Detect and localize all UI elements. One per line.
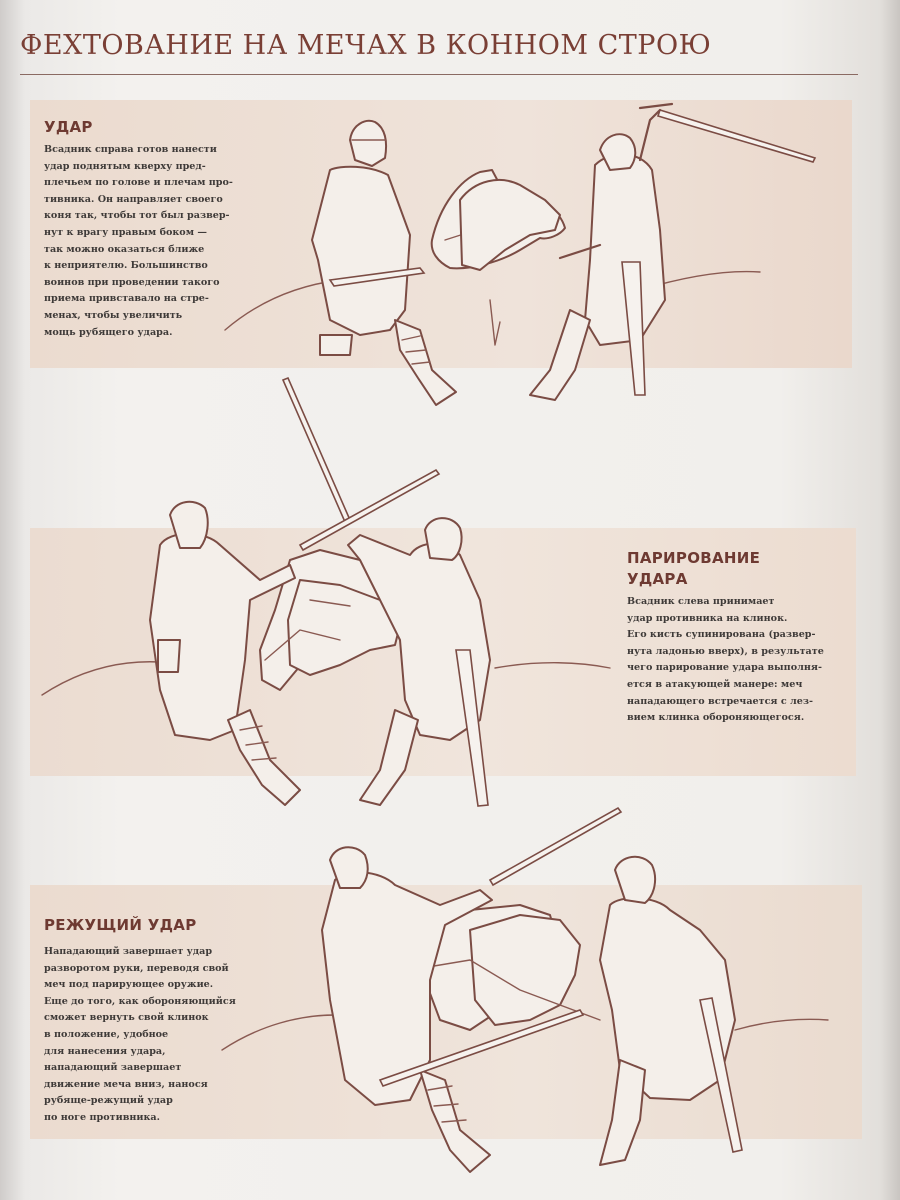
- rider-right-helmet-2: [425, 518, 462, 560]
- heading-line: УДАРА: [627, 570, 688, 588]
- text-line: нападающего встречается с лез-: [627, 695, 814, 707]
- text-line: для нанесения удара,: [44, 1045, 166, 1057]
- rider-right-leg-3: [600, 1060, 645, 1165]
- text-line: сможет вернуть свой клинок: [44, 1012, 209, 1024]
- section-text-cut: [44, 944, 236, 1127]
- text-line: Всадник справа готов нанести: [44, 144, 217, 155]
- rider-right-raised-arm: [640, 110, 660, 160]
- text-line: нута ладонью вверх), в результате: [627, 645, 824, 657]
- text-line: разворотом руки, переводя свой: [44, 962, 229, 974]
- text-line: Всадник слева принимает: [627, 596, 775, 607]
- text-line: чего парирование удара выполня-: [627, 662, 822, 674]
- rider-right-leg-2: [360, 710, 418, 805]
- text-line: рубяще-режущий удар: [44, 1095, 173, 1107]
- text-line: нападающий завершает: [44, 1062, 182, 1074]
- section-heading-cut: РЕЖУЩИЙ УДАР: [44, 916, 197, 934]
- text-line: Его кисть супинирована (развер-: [627, 629, 816, 641]
- text-line: удар противника на клинок.: [627, 612, 788, 624]
- sword-right: [658, 110, 815, 162]
- text-line: меч под парирующее оружие.: [44, 979, 214, 991]
- text-line: плечьем по голове и плечам про-: [44, 177, 233, 189]
- section-text-parry: [627, 594, 824, 727]
- text-line: вием клинка обороняющегося.: [627, 712, 805, 724]
- text-line: в положение, удобное: [44, 1028, 169, 1040]
- rider-right-body: [585, 154, 665, 345]
- text-line: приема привставало на стре-: [44, 293, 209, 305]
- sword-left-3: [490, 808, 621, 885]
- illustration-cut: [222, 808, 828, 1172]
- rider-right-leg: [530, 310, 590, 400]
- text-line: Нападающий завершает удар: [44, 946, 213, 957]
- sword-raised-2: [283, 378, 350, 522]
- rider-left-helmet: [350, 121, 386, 166]
- horse-back-left-3: [222, 1015, 335, 1050]
- horse-back-left-2: [42, 662, 160, 695]
- heading-line: ПАРИРОВАНИЕ: [627, 549, 761, 567]
- rider-left-saddle: [320, 335, 352, 355]
- horse-back-right-3: [735, 1019, 828, 1030]
- text-line: тивника. Он направляет своего: [44, 193, 223, 205]
- rider-left-body: [312, 167, 410, 335]
- text-line: коня так, чтобы тот был развер-: [44, 210, 230, 222]
- text-line: мощь рубящего удара.: [44, 326, 173, 338]
- rider-left-leg-2: [228, 710, 300, 805]
- saddle-left-2: [158, 640, 180, 672]
- text-line: по ноге противника.: [44, 1111, 160, 1123]
- section-text-strike: [44, 142, 233, 341]
- section-heading-strike: УДАР: [44, 118, 93, 136]
- horse-back-right-2: [495, 663, 610, 668]
- text-line: менах, чтобы увеличить: [44, 309, 183, 321]
- text-line: к неприятелю. Большинство: [44, 260, 208, 272]
- horse-head-right: [460, 180, 560, 270]
- text-line: так можно оказаться ближе: [44, 243, 205, 255]
- text-line: ется в атакующей манере: меч: [627, 678, 803, 690]
- text-line: Еще до того, как обороняющийся: [44, 995, 236, 1007]
- horse-leg-left: [490, 300, 500, 345]
- page-title: ФЕХТОВАНИЕ НА МЕЧАХ В КОННОМ СТРОЮ: [20, 30, 712, 61]
- text-line: воинов при проведении такого: [44, 276, 220, 288]
- text-line: нут к врагу правым боком —: [44, 226, 207, 238]
- illustration-strike: [225, 104, 815, 405]
- section-heading-parry: [627, 548, 827, 590]
- text-line: движение меча вниз, нанося: [44, 1078, 208, 1090]
- rider-right-helmet-3: [615, 857, 655, 903]
- sword-right-guard: [640, 104, 672, 108]
- illustration-parry: [42, 378, 610, 806]
- text-line: удар поднятым кверху пред-: [44, 160, 206, 172]
